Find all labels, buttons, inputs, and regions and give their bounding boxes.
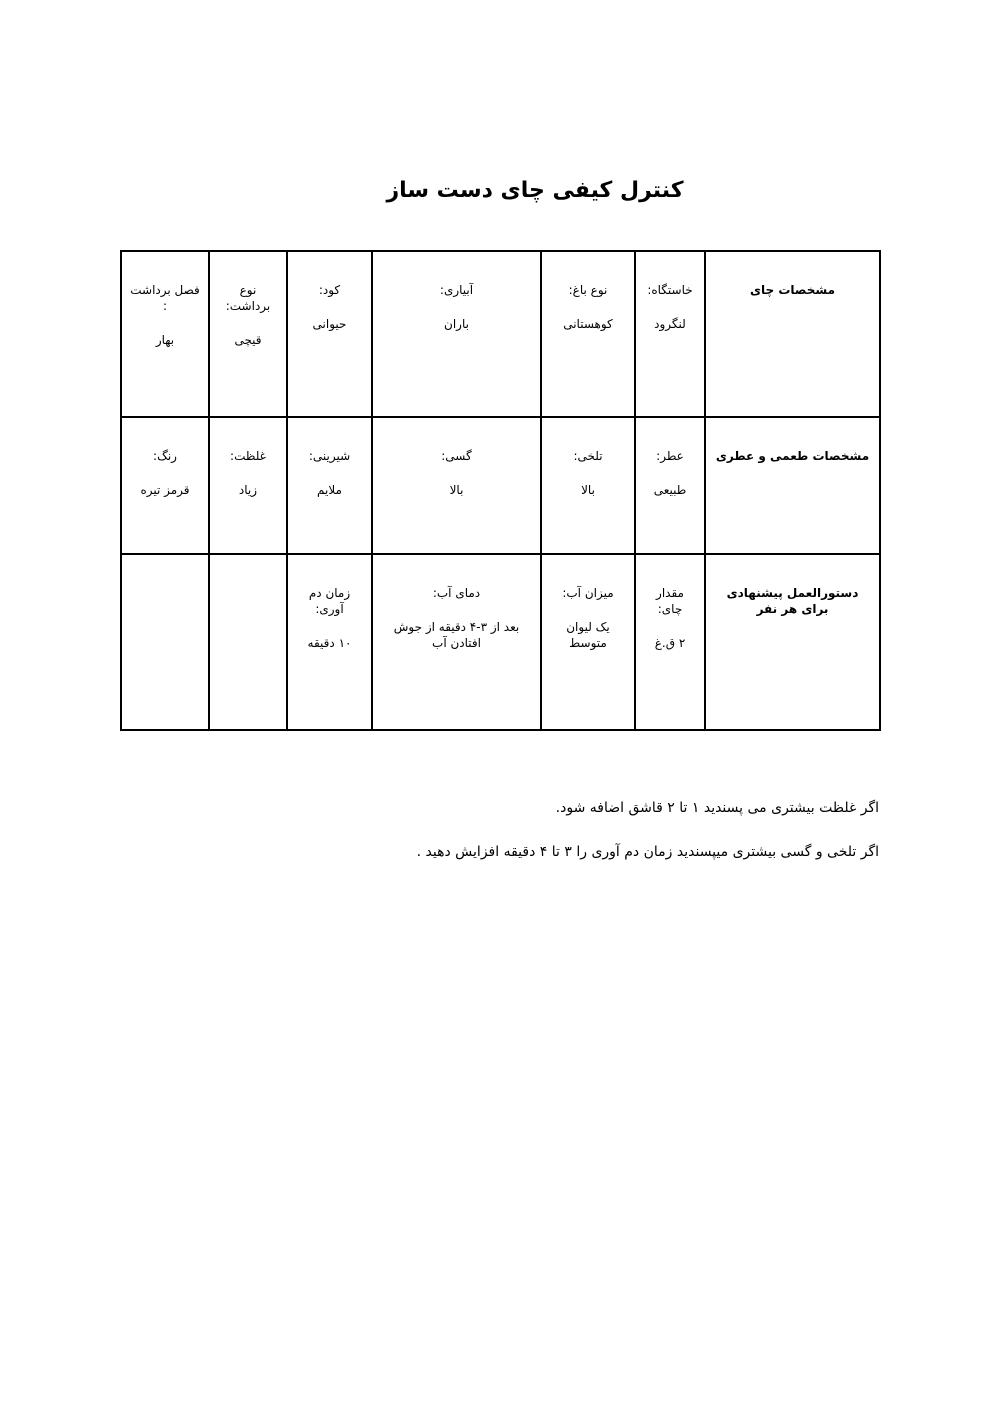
table-cell-bitterness bbox=[541, 417, 635, 554]
table-cell-astringency bbox=[372, 417, 541, 554]
table-cell-aroma bbox=[635, 417, 705, 554]
cell-label: تلخی: bbox=[573, 449, 603, 463]
cell-label: گسی: bbox=[441, 449, 472, 463]
table-cell-tea-amount bbox=[635, 554, 705, 730]
cell-label: عطر: bbox=[656, 449, 684, 463]
cell-label: شیرینی: bbox=[308, 449, 351, 463]
cell-label: میزان آب: bbox=[562, 586, 614, 600]
table-cell-fertilizer bbox=[287, 251, 372, 417]
cell-label: فصل برداشت : bbox=[130, 283, 200, 314]
cell-value: بهار bbox=[155, 333, 175, 348]
cell-label: آبیاری: bbox=[439, 283, 474, 297]
cell-label: کود: bbox=[318, 283, 341, 297]
cell-value: بعد از ۳-۴ دقیقه از جوش افتادن آب bbox=[393, 620, 520, 651]
cell-value: ۲ ق.غ bbox=[654, 636, 686, 651]
table-row-brewing-instructions bbox=[121, 554, 880, 730]
cell-value: حیوانی bbox=[312, 317, 347, 332]
cell-label: مقدار چای: bbox=[656, 586, 684, 617]
cell-label: نوع برداشت: bbox=[225, 283, 271, 314]
row-header: دستورالعمل پیشنهادی برای هر نفر bbox=[705, 554, 880, 730]
table-row-taste-aroma bbox=[121, 417, 880, 554]
cell-label: دمای آب: bbox=[432, 586, 481, 600]
cell-value: باران bbox=[444, 317, 469, 332]
cell-value: کوهستانی bbox=[563, 317, 613, 332]
table-cell-empty bbox=[121, 554, 209, 730]
table-cell-color bbox=[121, 417, 209, 554]
cell-value: قیچی bbox=[234, 333, 262, 348]
note-line: اگر تلخی و گسی بیشتری میپسندید زمان دم آوری را ۳ تا ۴ دقیقه افزایش دهید . bbox=[416, 844, 879, 860]
table-cell-water-amount bbox=[541, 554, 635, 730]
cell-value: لنگرود bbox=[654, 317, 686, 332]
note-line: اگر غلظت بیشتری می پسندید ۱ تا ۲ قاشق اضافه شود. bbox=[555, 800, 879, 816]
cell-value: ۱۰ دقیقه bbox=[307, 636, 352, 651]
cell-label: غلظت: bbox=[230, 449, 266, 463]
table-cell-steep-time bbox=[287, 554, 372, 730]
cell-value: طبیعی bbox=[653, 483, 687, 498]
cell-value: قرمز تیره bbox=[140, 483, 190, 498]
cell-label: زمان دم آوری: bbox=[308, 586, 351, 617]
cell-value: زیاد bbox=[238, 483, 258, 498]
table-cell-garden-type bbox=[541, 251, 635, 417]
table-row-tea-specs bbox=[121, 251, 880, 417]
cell-value: بالا bbox=[581, 483, 595, 498]
table-cell-harvest-type bbox=[209, 251, 287, 417]
table-cell-empty bbox=[209, 554, 287, 730]
cell-value: یک لیوان متوسط bbox=[566, 620, 610, 651]
cell-value: بالا bbox=[449, 483, 464, 498]
table-cell-origin bbox=[635, 251, 705, 417]
row-header: مشخصات طعمی و عطری bbox=[705, 417, 880, 554]
row-header: مشخصات چای bbox=[705, 251, 880, 417]
table-cell-sweetness bbox=[287, 417, 372, 554]
cell-label: رنگ: bbox=[153, 449, 177, 463]
table-cell-harvest-season bbox=[121, 251, 209, 417]
cell-label: خاستگاه: bbox=[647, 283, 693, 297]
notes-section bbox=[279, 800, 879, 888]
cell-value: ملایم bbox=[317, 483, 342, 498]
tea-spec-table bbox=[120, 250, 881, 731]
cell-label: نوع باغ: bbox=[568, 283, 608, 297]
page-title: کنترل کیفی چای دست ساز bbox=[386, 178, 684, 203]
table-cell-irrigation bbox=[372, 251, 541, 417]
table-cell-thickness bbox=[209, 417, 287, 554]
table-cell-water-temperature bbox=[372, 554, 541, 730]
